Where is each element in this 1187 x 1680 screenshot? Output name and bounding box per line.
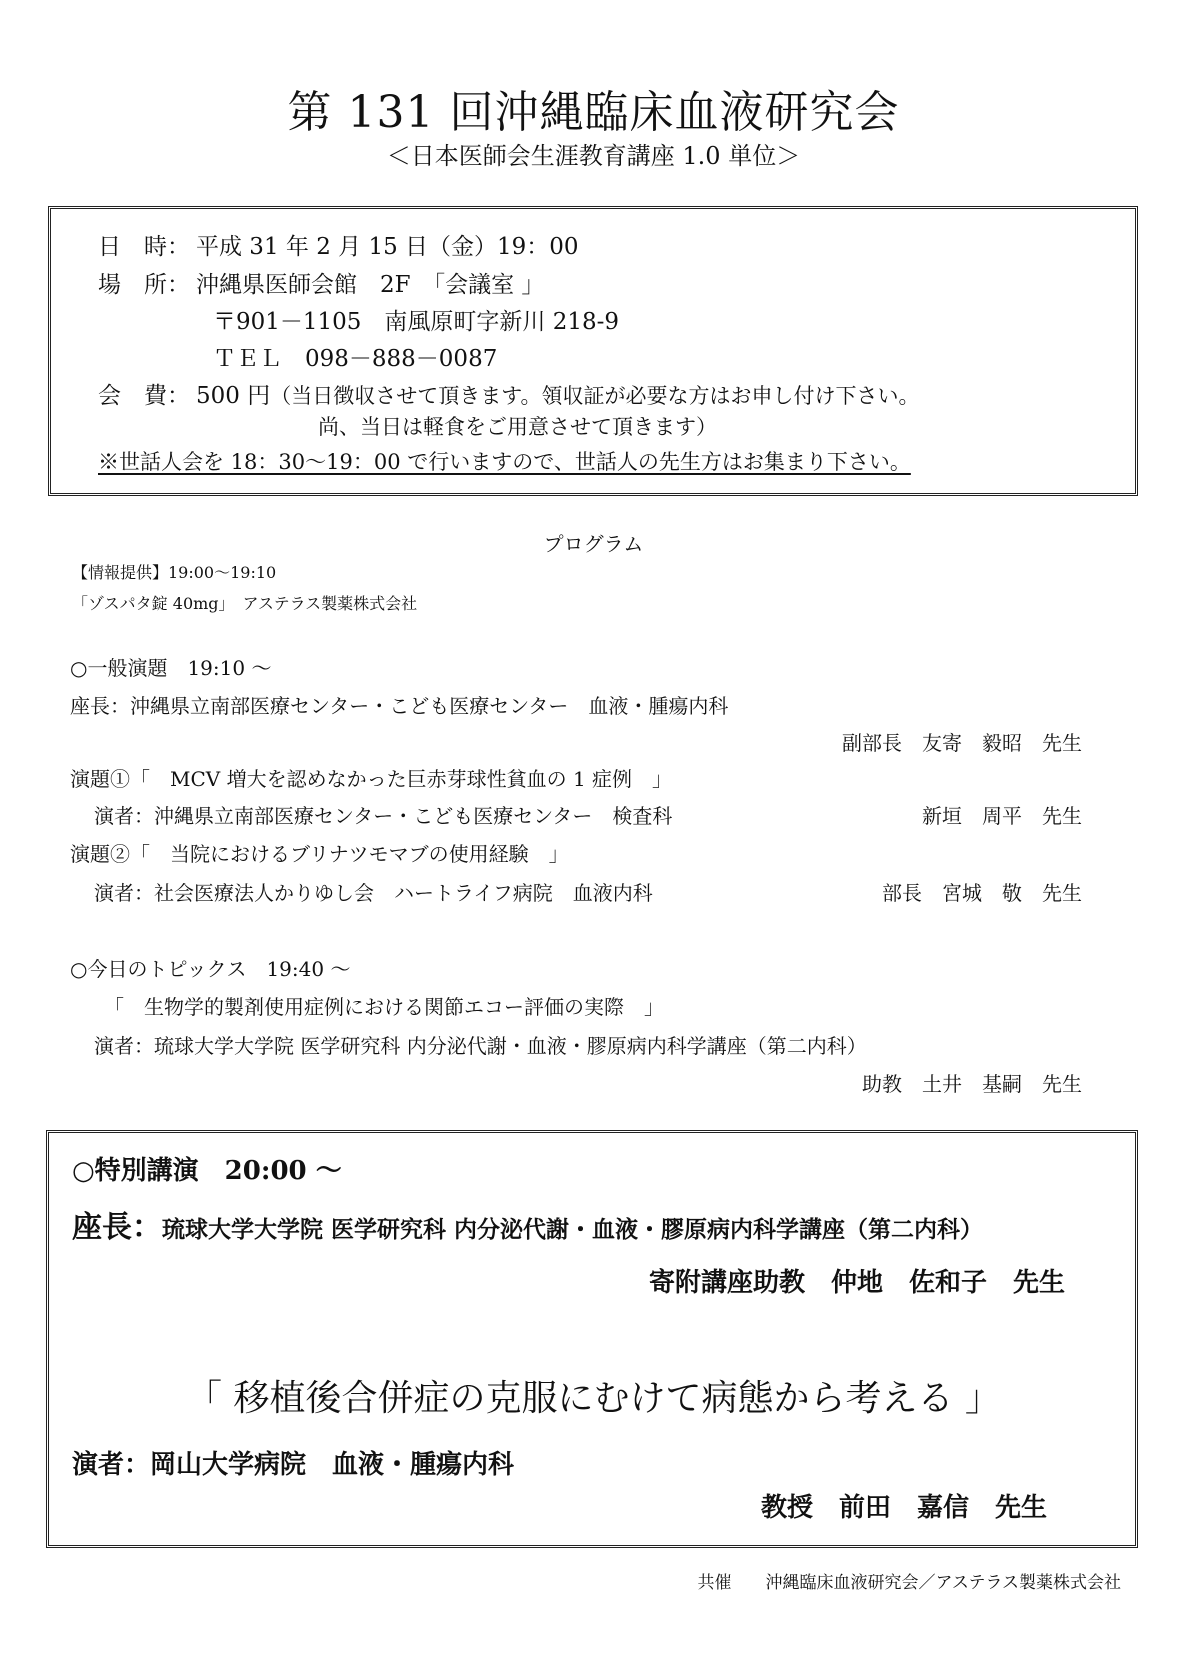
address: 〒901－1105 南風原町字新川 218-9 — [213, 309, 620, 335]
date-value: 平成 31 年 2 月 15 日（金）19：00 — [196, 234, 579, 260]
general-chair-name: 副部長 友寄 毅昭 先生 — [842, 731, 1082, 755]
talk1-name: 新垣 周平 先生 — [922, 804, 1082, 828]
general-chair: 座長：沖縄県立南部医療センター・こども医療センター 血液・腫瘍内科 — [70, 694, 729, 718]
talk1-speaker: 演者：沖縄県立南部医療センター・こども医療センター 検査科 — [94, 804, 673, 828]
topics-heading: ○今日のトピックス 19:40 ～ — [70, 957, 351, 981]
footer-cosponsor: 共催 沖縄臨床血液研究会／アステラス製薬株式会社 — [697, 1573, 1121, 1593]
talk2-name: 部長 宮城 敬 先生 — [882, 881, 1082, 905]
place-value: 沖縄県医師会館 2F 「会議室 」 — [196, 272, 545, 298]
program-heading: プログラム — [543, 532, 644, 556]
place-row — [98, 266, 544, 299]
fee-value: 500 円 — [196, 383, 271, 409]
date-label: 日 時： — [98, 234, 190, 260]
page-subtitle: ＜日本医師会生涯教育講座 1.0 単位＞ — [386, 142, 801, 170]
page-title: 第 131 回沖縄臨床血液研究会 — [287, 87, 900, 138]
special-heading: ○特別講演 20:00 ～ — [72, 1156, 342, 1186]
special-lecture-box — [46, 1130, 1138, 1548]
special-speaker: 演者：岡山大学病院 血液・腫瘍内科 — [72, 1450, 515, 1480]
special-chair-row — [72, 1202, 983, 1246]
topics-name: 助教 土井 基嗣 先生 — [862, 1072, 1082, 1096]
place-label: 場 所： — [98, 272, 190, 298]
special-title: 「 移植後合併症の克服にむけて病態から考える 」 — [186, 1378, 1001, 1419]
fee-note-1: （当日徴収させて頂きます。領収証が必要な方はお申し付け下さい。 — [270, 384, 920, 408]
notice: ※世話人会を 18：30～19：00 で行いますので、世話人の先生方はお集まり下さい。 — [98, 450, 911, 474]
info-provision-label: 【情報提供】19:00～19:10 — [72, 563, 277, 582]
talk1-title: 演題①「 MCV 増大を認めなかった巨赤芽球性貧血の 1 症例 」 — [70, 767, 673, 791]
telephone: ＴＥＬ 098－888－0087 — [213, 346, 498, 372]
date-row — [98, 228, 579, 261]
talk2-speaker: 演者：社会医療法人かりゆし会 ハートライフ病院 血液内科 — [94, 881, 653, 905]
topics-speaker: 演者：琉球大学大学院 医学研究科 内分泌代謝・血液・膠原病内科学講座（第二内科） — [94, 1034, 867, 1058]
info-provision-item: 「ゾスパタ錠 40mg」 アステラス製薬株式会社 — [72, 594, 418, 613]
talk2-title: 演題②「 当院におけるブリナツモマブの使用経験 」 — [70, 842, 569, 866]
special-chair: 琉球大学大学院 医学研究科 内分泌代謝・血液・膠原病内科学講座（第二内科） — [162, 1216, 984, 1243]
topics-title: 「 生物学的製剤使用症例における関節エコー評価の実際 」 — [104, 995, 664, 1019]
fee-row — [98, 377, 920, 410]
special-speaker-name: 教授 前田 嘉信 先生 — [760, 1493, 1047, 1523]
fee-note-2: 尚、当日は軽食をご用意させて頂きます） — [318, 415, 717, 439]
special-chair-label: 座長： — [72, 1210, 162, 1245]
special-chair-name: 寄附講座助教 仲地 佐和子 先生 — [648, 1268, 1065, 1298]
fee-label: 会 費： — [98, 383, 190, 409]
general-session-heading: ○一般演題 19:10 ～ — [70, 656, 272, 680]
